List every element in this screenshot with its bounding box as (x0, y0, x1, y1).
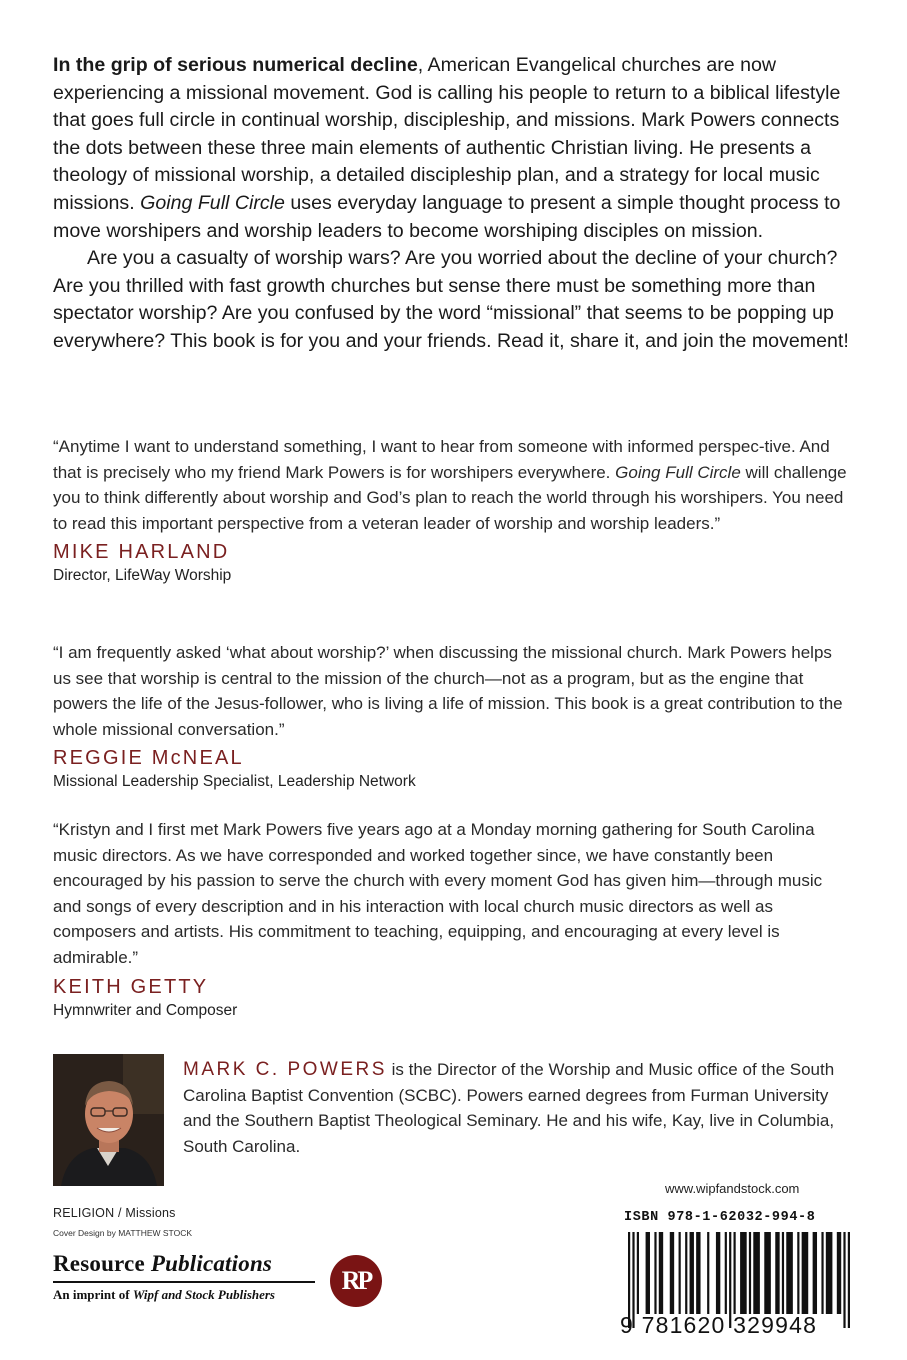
publisher-wordmark (53, 1250, 323, 1303)
publisher-imprint (53, 1287, 323, 1303)
publisher-website: www.wipfandstock.com (665, 1181, 800, 1196)
book-title: Going Full Circle (140, 191, 285, 214)
blurb-paragraph-1 (53, 52, 853, 245)
blurb-text-b: uses everyday language to present a simple thought process to move worshipers and worship leaders to become worshiping disciples on mission. (53, 191, 841, 242)
endorser-role: Hymnwriter and Composer (53, 1001, 238, 1019)
endorsement-1 (53, 434, 853, 587)
blurb-paragraph-2: Are you a casualty of worship wars? Are you worried about the decline of your church? Are you thrilled with fast growth churches but sense there must be something more than spectator worship? Are you confused by the word “missional” that seems to be popping up everywhere? This book is for you and your friends. Read it, share it, and join the movement! (53, 247, 849, 352)
endorsement-2 (53, 640, 853, 793)
endorsement-text-a: “Anytime I want to understand something, I want to hear from someone with informed perspec-tive. And that is precisely who my friend Mark Powers is for worshipers everywhere. (53, 437, 830, 482)
blurb-text-a: , American Evangelical churches are now experiencing a missional movement. God is calling his people to return to a biblical lifestyle that goes full circle in continual worship, discipleship, and missions. Mark Powers connects the dots between these three main elements of authentic Christian living. He presents a theology of missional worship, a detailed discipleship plan, and a strategy for local music missions. (53, 54, 841, 214)
endorser-name: KEITH GETTY (53, 975, 209, 998)
publisher-name-a: Resource (53, 1251, 151, 1276)
publisher-logo-icon: RP (330, 1255, 382, 1307)
author-photo (53, 1054, 164, 1186)
author-portrait-icon (53, 1054, 164, 1186)
book-title: Going Full Circle (615, 462, 741, 482)
author-bio (183, 1057, 843, 1159)
publisher-rule (53, 1281, 315, 1283)
publisher-name-b: Publications (150, 1251, 273, 1276)
endorser-name: REGGIE McNEAL (53, 747, 244, 770)
endorser-role: Missional Leadership Specialist, Leadership Network (53, 773, 416, 791)
endorsement-3 (53, 817, 853, 1022)
publisher-name (53, 1250, 323, 1278)
subject-category: RELIGION / Missions (53, 1206, 176, 1220)
imprint-text-a: An imprint of (53, 1286, 133, 1302)
endorser-name: MIKE HARLAND (53, 541, 230, 564)
cover-design-credit: Cover Design by MATTHEW STOCK (53, 1228, 193, 1238)
isbn-label: ISBN 978-1-62032-994-8 (624, 1210, 816, 1225)
endorser-role: Director, LifeWay Worship (53, 567, 232, 585)
endorsement-text: “Kristyn and I first met Mark Powers five years ago at a Monday morning gathering for South Carolina music directors. As we have corresponded and worked together since, we have constantly been encouraged by his passion to serve the church with every moment God has given him—through music and songs of every description and in his interaction with local church music directors as well as composers and artists. His commitment to teaching, equipping, and encouraging at every level is admirable.” (53, 820, 823, 967)
endorsement-text (53, 434, 853, 536)
blurb-lead: In the grip of serious numerical decline (53, 54, 418, 76)
endorsement-text-b: will challenge you to think differently about worship and God’s plan to reach the world through his worshipers. You need to read this important perspective from a veteran leader of worship and worship leaders.” (53, 462, 847, 533)
bio-text: is the Director of the Worship and Music office of the South Carolina Baptist Convention (SCBC). Powers earned degrees from Furman University and the Southern Baptist Theological Seminary. He and his wife, Kay, live in Columbia, South Carolina. (183, 1060, 835, 1156)
barcode-digits: 9 781620 329948 (620, 1312, 818, 1338)
back-cover-blurb (53, 52, 853, 356)
author-name: MARK C. POWERS (183, 1059, 387, 1080)
endorsement-text: “I am frequently asked ‘what about worship?’ when discussing the missional church. Mark Powers helps us see that worship is central to the mission of the church—not as a program, but as the engine that powers the life of the Jesus-follower, who is living a life of mission. This book is a great contribution to the whole missional conversation.” (53, 643, 843, 739)
imprint-text-b: Wipf and Stock Publishers (132, 1286, 275, 1302)
